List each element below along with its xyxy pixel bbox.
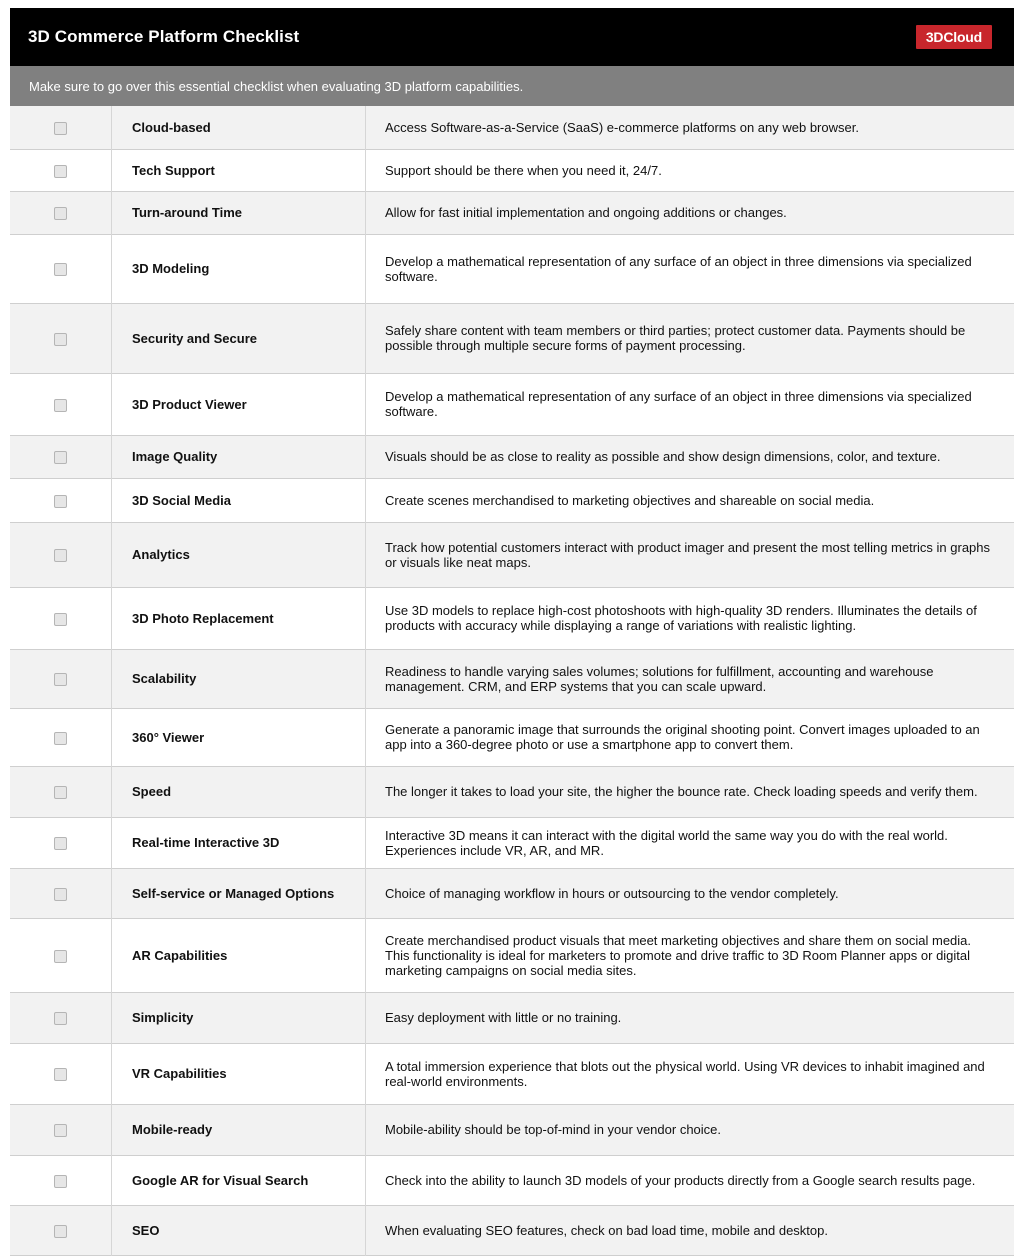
item-checkbox[interactable] — [54, 1068, 67, 1081]
checklist-panel — [10, 8, 1014, 1256]
checkbox-cell — [10, 191, 112, 234]
item-checkbox[interactable] — [54, 950, 67, 963]
item-description: Interactive 3D means it can interact with the digital world the same way you do with the real world. Experiences include VR, AR, and MR. — [385, 827, 948, 858]
item-label: Simplicity — [112, 992, 366, 1043]
item-label: Real-time Interactive 3D — [112, 817, 366, 868]
checkbox-cell — [10, 1205, 112, 1255]
checkbox-cell — [10, 649, 112, 708]
checkbox-cell — [10, 918, 112, 992]
checkbox-cell — [10, 234, 112, 303]
checklist-row — [10, 649, 1014, 708]
item-label: Speed — [112, 766, 366, 817]
item-checkbox[interactable] — [54, 207, 67, 220]
item-description: Access Software-as-a-Service (SaaS) e-commerce platforms on any web browser. — [385, 119, 859, 135]
checkbox-cell — [10, 149, 112, 191]
item-checkbox[interactable] — [54, 263, 67, 276]
item-description: A total immersion experience that blots out the physical world. Using VR devices to inhabit imagined and real-world environments. — [385, 1058, 985, 1089]
checklist-row — [10, 149, 1014, 191]
item-label: Self-service or Managed Options — [112, 868, 366, 918]
item-description: Create merchandised product visuals that meet marketing objectives and share them on social media. This functionality is ideal for marketers to promote and drive traffic to 3D Room Planner apps or digital marketing campaigns on social media sites. — [385, 932, 972, 978]
checkbox-cell — [10, 817, 112, 868]
checklist-row — [10, 303, 1014, 373]
item-description: Use 3D models to replace high-cost photoshoots with high-quality 3D renders. Illuminates the details of products with accuracy while displaying a range of variations with realistic lighting. — [385, 603, 977, 633]
item-description: Support should be there when you need it, 24/7. — [385, 162, 662, 178]
checkbox-cell — [10, 106, 112, 149]
checklist-row — [10, 234, 1014, 303]
checklist-row — [10, 373, 1014, 435]
item-checkbox[interactable] — [54, 888, 67, 901]
intro-banner — [10, 66, 1014, 106]
item-checkbox[interactable] — [54, 837, 67, 850]
item-description: Visuals should be as close to reality as possible and show design dimensions, color, and texture. — [385, 449, 941, 464]
item-checkbox[interactable] — [54, 673, 67, 686]
checkbox-cell — [10, 587, 112, 649]
item-checkbox[interactable] — [54, 165, 67, 178]
checklist-row — [10, 1205, 1014, 1255]
item-checkbox[interactable] — [54, 451, 67, 464]
item-checkbox[interactable] — [54, 1225, 67, 1238]
checklist-row — [10, 918, 1014, 992]
item-description: When evaluating SEO features, check on bad load time, mobile and desktop. — [385, 1222, 828, 1238]
checklist-row — [10, 478, 1014, 522]
item-checkbox[interactable] — [54, 1175, 67, 1188]
item-description: Check into the ability to launch 3D models of your products directly from a Google search results page. — [385, 1172, 976, 1188]
item-checkbox[interactable] — [54, 1124, 67, 1137]
item-label: SEO — [112, 1205, 366, 1255]
item-checkbox[interactable] — [54, 1012, 67, 1025]
item-checkbox[interactable] — [54, 495, 67, 508]
item-description: Easy deployment with little or no training. — [385, 1010, 622, 1025]
checklist-row — [10, 1155, 1014, 1205]
item-description: The longer it takes to load your site, the higher the bounce rate. Check loading speeds and verify them. — [385, 784, 978, 799]
checkbox-cell — [10, 303, 112, 373]
item-description: Readiness to handle varying sales volumes; solutions for fulfillment, accounting and warehouse management. CRM, and ERP systems that you can scale upward. — [385, 663, 934, 694]
item-checkbox[interactable] — [54, 549, 67, 562]
item-checkbox[interactable] — [54, 122, 67, 135]
checkbox-cell — [10, 1043, 112, 1104]
item-description: Mobile-ability should be top-of-mind in your vendor choice. — [385, 1122, 722, 1137]
checkbox-cell — [10, 1104, 112, 1155]
item-label: 3D Social Media — [112, 478, 366, 522]
checkbox-cell — [10, 992, 112, 1043]
checklist-row — [10, 1104, 1014, 1155]
item-checkbox[interactable] — [54, 732, 67, 745]
item-label: 3D Photo Replacement — [112, 587, 366, 649]
checkbox-cell — [10, 435, 112, 478]
checkbox-cell — [10, 708, 112, 766]
item-label: Tech Support — [112, 149, 366, 191]
item-description: Create scenes merchandised to marketing objectives and shareable on social media. — [385, 492, 875, 508]
checklist-row — [10, 992, 1014, 1043]
checkbox-cell — [10, 373, 112, 435]
item-label: Turn-around Time — [112, 191, 366, 234]
item-label: Mobile-ready — [112, 1104, 366, 1155]
item-label: Security and Secure — [112, 303, 366, 373]
header-bar — [10, 8, 1014, 66]
checklist-row — [10, 106, 1014, 149]
checkbox-cell — [10, 522, 112, 587]
item-checkbox[interactable] — [54, 399, 67, 412]
item-label: Cloud-based — [112, 106, 366, 149]
checklist-row — [10, 868, 1014, 918]
checkbox-cell — [10, 868, 112, 918]
item-checkbox[interactable] — [54, 786, 67, 799]
item-description: Generate a panoramic image that surrounds the original shooting point. Convert images uploaded to an app into a 360-degree photo or use a smartphone app to convert them. — [385, 722, 980, 752]
checklist-row — [10, 1043, 1014, 1104]
page-title: 3D Commerce Platform Checklist — [28, 27, 300, 46]
checklist-row — [10, 522, 1014, 587]
item-description: Develop a mathematical representation of any surface of an object in three dimensions via specialized software. — [385, 253, 972, 284]
item-label: AR Capabilities — [112, 918, 366, 992]
checklist-table — [10, 106, 1014, 1256]
checkbox-cell — [10, 478, 112, 522]
intro-text: Make sure to go over this essential checklist when evaluating 3D platform capabilities. — [29, 78, 524, 94]
item-label: Scalability — [112, 649, 366, 708]
item-label: 360° Viewer — [112, 708, 366, 766]
item-label: Image Quality — [112, 435, 366, 478]
item-checkbox[interactable] — [54, 613, 67, 626]
item-checkbox[interactable] — [54, 333, 67, 346]
item-description: Allow for fast initial implementation and ongoing additions or changes. — [385, 205, 787, 220]
item-description: Track how potential customers interact with product imager and present the most telling metrics in graphs or visuals like neat maps. — [385, 539, 991, 570]
item-label: 3D Product Viewer — [112, 373, 366, 435]
item-label: Analytics — [112, 522, 366, 587]
checkbox-cell — [10, 766, 112, 817]
checklist-row — [10, 766, 1014, 817]
brand-logo[interactable]: 3DCloud — [916, 25, 992, 49]
item-label: 3D Modeling — [112, 234, 366, 303]
checklist-row — [10, 435, 1014, 478]
item-description: Develop a mathematical representation of any surface of an object in three dimensions via specialized software. — [385, 389, 972, 419]
checklist-row — [10, 587, 1014, 649]
checklist-row — [10, 817, 1014, 868]
item-description: Choice of managing workflow in hours or outsourcing to the vendor completely. — [385, 885, 839, 901]
checklist-row — [10, 191, 1014, 234]
item-label: VR Capabilities — [112, 1043, 366, 1104]
checkbox-cell — [10, 1155, 112, 1205]
item-label: Google AR for Visual Search — [112, 1155, 366, 1205]
checklist-row — [10, 708, 1014, 766]
item-description: Safely share content with team members or third parties; protect customer data. Payments should be possible through multiple secure forms of payment processing. — [385, 323, 966, 353]
